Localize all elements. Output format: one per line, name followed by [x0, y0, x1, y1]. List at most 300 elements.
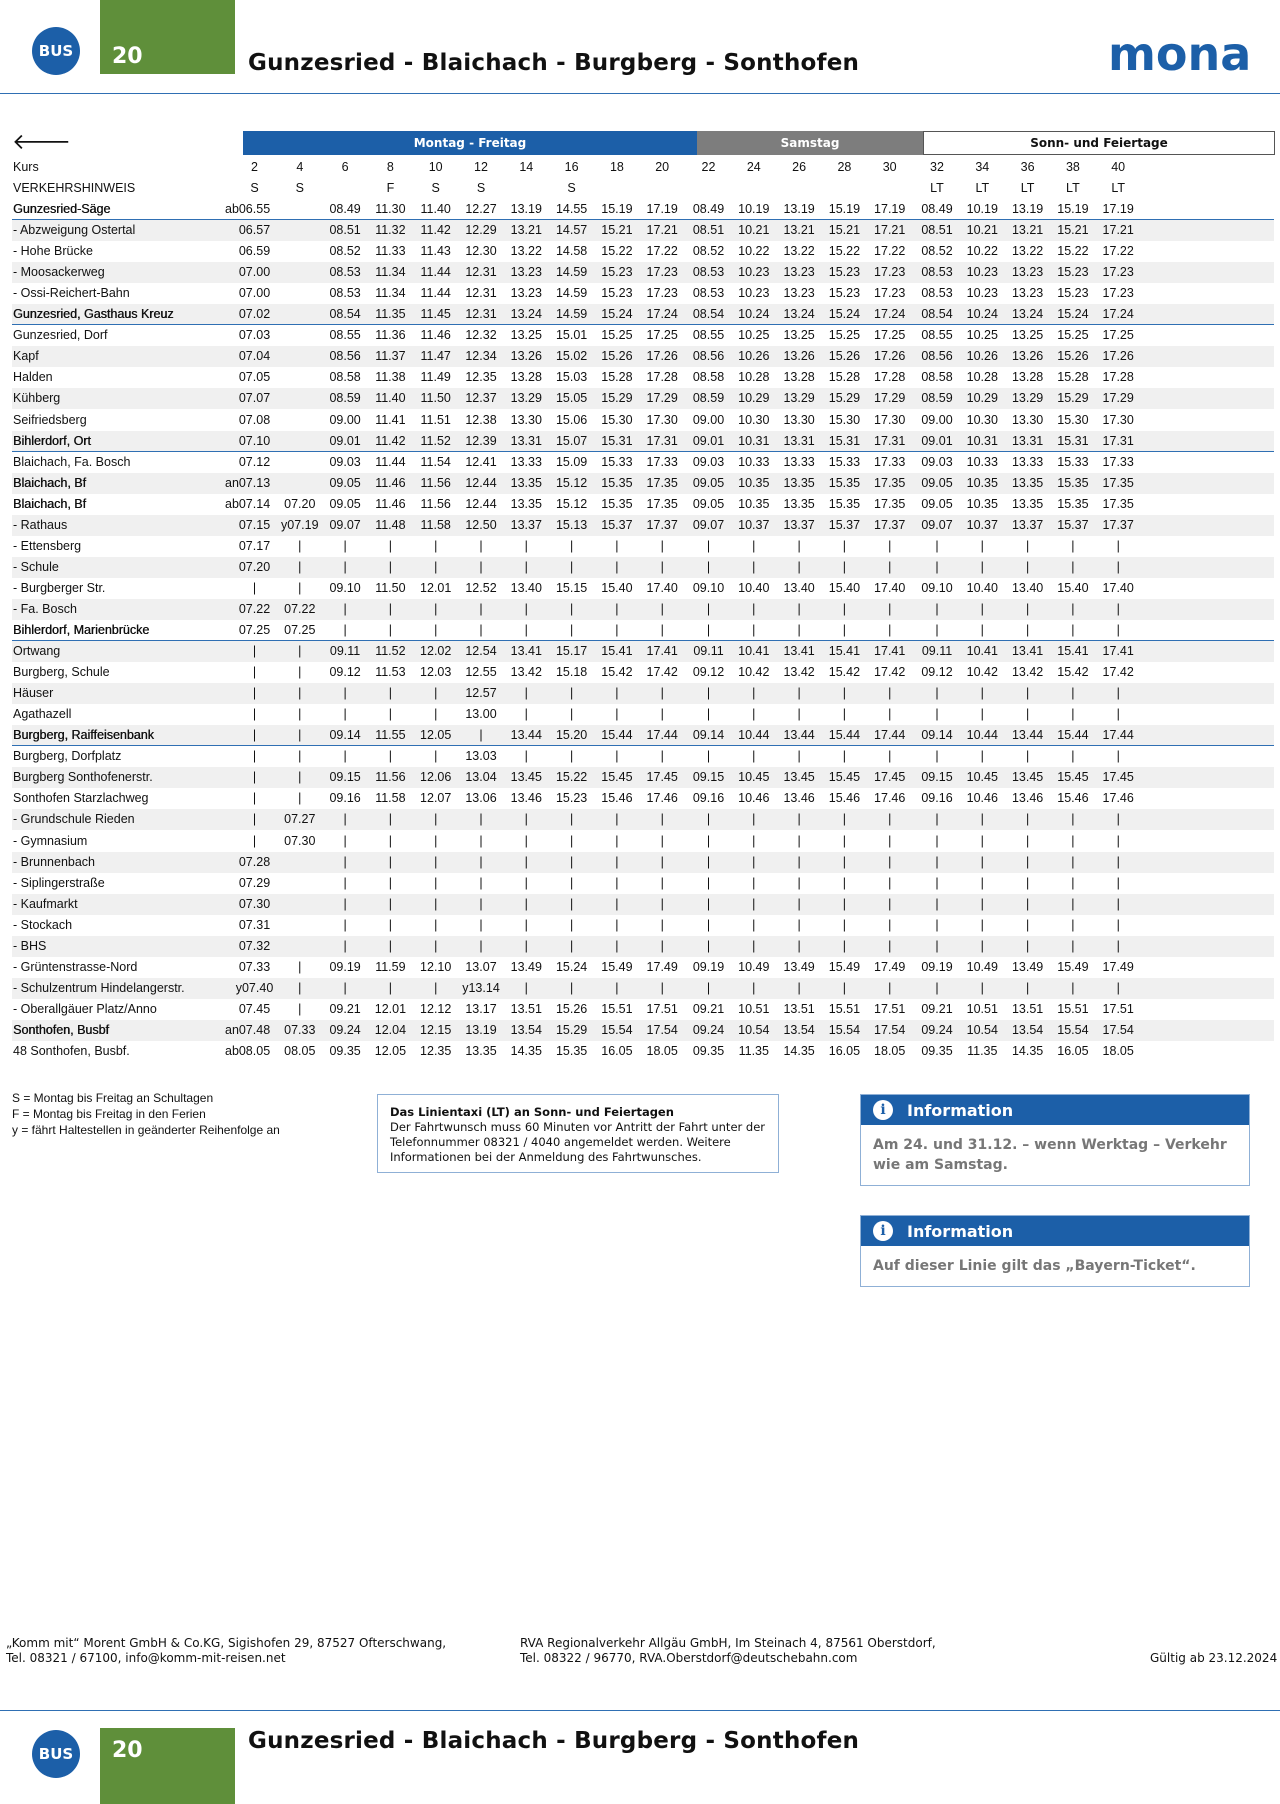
time-cell: 15.29: [1057, 391, 1089, 405]
time-cell: 09.24: [329, 1023, 361, 1037]
stop-name: - Grundschule Rieden: [13, 812, 135, 826]
table-row: [12, 873, 1274, 894]
time-cell: 15.35: [828, 497, 861, 511]
time-cell: |: [842, 981, 847, 995]
time-cell: |: [569, 834, 574, 848]
time-cell: |: [388, 707, 393, 721]
time-cell: 13.51: [783, 1002, 815, 1016]
time-cell: 14.57: [555, 223, 588, 237]
time-cell: 07.29: [238, 876, 271, 890]
time-cell: 12.34: [465, 349, 497, 363]
time-cell: 15.35: [601, 497, 633, 511]
time-cell: |: [980, 539, 984, 553]
time-cell: 13.54: [510, 1023, 542, 1037]
time-cell: |: [1116, 981, 1120, 995]
time-cell: 12.27: [465, 202, 497, 216]
time-cell: |: [434, 539, 438, 553]
time-cell: 13.42: [1011, 665, 1044, 679]
time-cell: 10.51: [738, 1002, 770, 1016]
time-cell: 15.42: [1057, 665, 1089, 679]
time-cell: |: [569, 749, 574, 763]
an-ab-label: an: [225, 1023, 239, 1037]
time-cell: 09.03: [692, 455, 725, 469]
time-cell: 09.03: [921, 455, 953, 469]
time-cell: |: [660, 560, 664, 574]
time-cell: |: [935, 686, 939, 700]
time-cell: |: [935, 834, 939, 848]
time-cell: 17.35: [1102, 476, 1134, 490]
time-cell: 15.30: [1057, 413, 1089, 427]
time-cell: |: [888, 623, 892, 637]
stop-name: Gunzesried, Dorf: [13, 328, 108, 342]
table-row: [12, 894, 1274, 915]
time-cell: |: [298, 644, 302, 658]
stop-name: - Kaufmarkt: [13, 897, 78, 911]
time-cell: 13.41: [783, 644, 815, 658]
time-cell: 10.42: [966, 665, 998, 679]
time-cell: |: [434, 939, 438, 953]
time-cell: 17.31: [1102, 434, 1134, 448]
time-cell: |: [1071, 812, 1075, 826]
time-cell: 11.41: [375, 413, 406, 427]
time-cell: 10.35: [966, 497, 998, 511]
time-cell: |: [343, 539, 347, 553]
time-cell: 10.37: [966, 518, 998, 532]
time-cell: 15.18: [555, 665, 588, 679]
time-cell: 13.40: [510, 581, 542, 595]
time-cell: 10.31: [738, 434, 770, 448]
table-row: [12, 431, 1274, 452]
time-cell: y13.14: [462, 981, 500, 995]
time-cell: 17.44: [1102, 728, 1134, 742]
time-cell: 12.12: [420, 1002, 452, 1016]
table-row: [12, 536, 1274, 557]
time-cell: 11.45: [420, 307, 451, 321]
time-cell: |: [706, 749, 711, 763]
time-cell: |: [842, 623, 847, 637]
time-cell: 09.05: [692, 476, 725, 490]
time-cell: 10.41: [966, 644, 998, 658]
time-cell: 07.48: [238, 1023, 271, 1037]
time-cell: |: [752, 876, 756, 890]
kurs-cell: 28: [837, 160, 852, 174]
time-cell: |: [479, 897, 483, 911]
kurs-cell: 30: [882, 160, 897, 174]
time-cell: |: [569, 539, 574, 553]
time-cell: 11.52: [375, 644, 406, 658]
time-cell: 09.12: [921, 665, 953, 679]
time-cell: 17.22: [874, 244, 906, 258]
time-cell: 12.35: [465, 370, 497, 384]
time-cell: 13.41: [510, 644, 542, 658]
time-cell: 13.35: [1011, 497, 1044, 511]
time-cell: 15.40: [1057, 581, 1089, 595]
time-cell: 13.29: [1011, 391, 1044, 405]
time-cell: |: [752, 707, 756, 721]
time-cell: |: [752, 539, 756, 553]
table-row: [12, 220, 1274, 241]
time-cell: 14.35: [510, 1044, 542, 1058]
time-cell: 13.17: [465, 1002, 497, 1016]
time-cell: |: [252, 707, 257, 721]
time-cell: 08.56: [692, 349, 725, 363]
time-cell: 17.46: [1102, 791, 1134, 805]
time-cell: |: [524, 560, 528, 574]
table-row: [12, 452, 1274, 473]
stop-name: - Grüntenstrasse-Nord: [13, 960, 138, 974]
time-cell: 09.01: [329, 434, 361, 448]
time-cell: |: [797, 812, 801, 826]
time-cell: |: [660, 686, 664, 700]
stop-name: - Hohe Brücke: [13, 244, 93, 258]
time-cell: |: [888, 834, 892, 848]
time-cell: |: [252, 749, 257, 763]
time-cell: |: [706, 539, 711, 553]
time-cell: |: [706, 560, 711, 574]
time-cell: |: [434, 834, 438, 848]
kurs-cell: 10: [428, 160, 443, 174]
stop-name: Gunzesried-Säge: [13, 202, 111, 216]
time-cell: 13.23: [1011, 286, 1044, 300]
header-rule: [0, 1710, 1280, 1711]
time-cell: |: [524, 602, 528, 616]
time-cell: 15.46: [828, 791, 861, 805]
time-cell: |: [797, 855, 801, 869]
time-cell: 14.58: [555, 244, 588, 258]
time-cell: |: [935, 539, 939, 553]
time-cell: |: [252, 812, 257, 826]
back-arrow-icon[interactable]: 🡐: [12, 130, 71, 155]
time-cell: y07.19: [281, 518, 319, 532]
time-cell: 15.41: [601, 644, 633, 658]
time-cell: 09.14: [329, 728, 361, 742]
time-cell: 17.46: [874, 791, 906, 805]
time-cell: |: [615, 602, 619, 616]
line-number: 20: [112, 44, 143, 69]
time-cell: 15.26: [601, 349, 633, 363]
time-cell: 11.47: [420, 349, 451, 363]
time-cell: |: [479, 623, 483, 637]
time-cell: 14.59: [555, 307, 588, 321]
time-cell: 11.36: [375, 328, 406, 342]
time-cell: 15.12: [555, 476, 588, 490]
table-row: [12, 557, 1274, 578]
time-cell: 13.26: [510, 349, 542, 363]
time-cell: 15.31: [828, 434, 861, 448]
time-cell: 09.10: [921, 581, 953, 595]
time-cell: 13.28: [510, 370, 542, 384]
table-row: [12, 767, 1274, 788]
time-cell: 11.56: [420, 476, 451, 490]
time-cell: |: [1116, 897, 1120, 911]
time-cell: y07.40: [235, 981, 274, 995]
kurs-cell: 14: [519, 160, 534, 174]
time-cell: |: [1116, 855, 1120, 869]
time-cell: 10.45: [966, 770, 998, 784]
time-cell: |: [980, 749, 984, 763]
time-cell: |: [343, 876, 347, 890]
time-cell: |: [434, 918, 438, 932]
time-cell: |: [615, 855, 619, 869]
time-cell: 08.56: [329, 349, 361, 363]
time-cell: 07.05: [238, 370, 271, 384]
stop-name: Häuser: [13, 686, 54, 700]
time-cell: |: [706, 623, 711, 637]
table-row: [12, 1020, 1274, 1041]
time-cell: |: [434, 749, 438, 763]
time-cell: |: [388, 539, 393, 553]
time-cell: |: [888, 539, 892, 553]
time-cell: 15.45: [601, 770, 633, 784]
stop-name: Agathazell: [13, 707, 72, 721]
time-cell: 11.48: [375, 518, 406, 532]
table-row: [12, 641, 1274, 662]
time-cell: 15.49: [828, 960, 861, 974]
time-cell: 17.22: [1102, 244, 1134, 258]
time-cell: |: [343, 623, 347, 637]
time-cell: 15.44: [1057, 728, 1089, 742]
time-cell: |: [797, 981, 801, 995]
time-cell: |: [388, 623, 393, 637]
time-cell: 08.58: [692, 370, 725, 384]
time-cell: |: [888, 749, 892, 763]
info-text: Am 24. und 31.12. – wenn Werktag – Verkehr wie am Samstag.: [873, 1137, 1227, 1173]
time-cell: 12.07: [420, 791, 452, 805]
time-cell: 15.24: [555, 960, 588, 974]
valid-from: Gültig ab 23.12.2024: [1150, 1651, 1278, 1665]
time-cell: 13.54: [783, 1023, 815, 1037]
time-cell: 17.45: [874, 770, 906, 784]
time-cell: 15.28: [828, 370, 861, 384]
time-cell: |: [1025, 897, 1030, 911]
time-cell: 15.22: [828, 244, 861, 258]
time-cell: 14.35: [783, 1044, 815, 1058]
stop-name: - Schule: [13, 560, 59, 574]
time-cell: 17.23: [874, 265, 906, 279]
time-cell: |: [252, 834, 257, 848]
time-cell: |: [752, 897, 756, 911]
time-cell: |: [842, 855, 847, 869]
time-cell: 15.35: [1057, 497, 1089, 511]
time-cell: 10.30: [738, 413, 770, 427]
time-cell: |: [888, 812, 892, 826]
time-cell: 17.19: [646, 202, 678, 216]
time-cell: 08.55: [692, 328, 725, 342]
time-cell: 15.49: [601, 960, 633, 974]
time-cell: 17.37: [874, 518, 906, 532]
time-cell: 15.19: [828, 202, 861, 216]
time-cell: |: [615, 981, 619, 995]
time-cell: |: [1116, 602, 1120, 616]
time-cell: |: [888, 939, 892, 953]
time-cell: |: [660, 707, 664, 721]
time-cell: |: [524, 834, 528, 848]
time-cell: 13.35: [465, 1044, 497, 1058]
time-cell: 16.05: [1057, 1044, 1089, 1058]
time-cell: 13.49: [510, 960, 542, 974]
time-cell: 15.45: [1057, 770, 1089, 784]
time-cell: 13.23: [510, 286, 542, 300]
time-cell: 08.53: [329, 265, 361, 279]
time-cell: |: [1071, 939, 1075, 953]
kurs-cell: 8: [386, 160, 394, 174]
kurs-cell: 24: [746, 160, 761, 174]
time-cell: 13.25: [1011, 328, 1044, 342]
time-cell: 07.25: [284, 623, 316, 637]
time-cell: 17.42: [646, 665, 678, 679]
time-cell: |: [1116, 539, 1120, 553]
time-cell: 08.58: [921, 370, 953, 384]
time-cell: 17.24: [874, 307, 906, 321]
time-cell: 07.32: [238, 939, 271, 953]
time-cell: 13.24: [510, 307, 542, 321]
stop-name: Seifriedsberg: [13, 413, 87, 427]
time-cell: |: [569, 686, 574, 700]
table-row: [12, 367, 1274, 388]
time-cell: 07.27: [284, 812, 316, 826]
time-cell: 10.25: [738, 328, 770, 342]
time-cell: |: [1071, 981, 1075, 995]
stop-name: - Brunnenbach: [13, 855, 96, 869]
time-cell: |: [298, 581, 302, 595]
time-cell: 08.54: [921, 307, 953, 321]
time-cell: 12.37: [465, 391, 497, 405]
legend-f: F = Montag bis Freitag in den Ferien: [12, 1107, 206, 1121]
time-cell: 15.35: [828, 476, 861, 490]
time-cell: |: [479, 602, 483, 616]
time-cell: 13.37: [510, 518, 542, 532]
time-cell: 11.40: [420, 202, 451, 216]
time-cell: 11.44: [420, 286, 451, 300]
time-cell: |: [388, 897, 393, 911]
time-cell: 10.40: [966, 581, 998, 595]
time-cell: 07.15: [238, 518, 271, 532]
time-cell: |: [752, 855, 756, 869]
time-cell: 15.41: [828, 644, 861, 658]
time-cell: 12.44: [465, 476, 497, 490]
time-cell: 09.10: [692, 581, 725, 595]
time-cell: 07.30: [284, 834, 316, 848]
time-cell: |: [935, 623, 939, 637]
table-row: [12, 620, 1274, 641]
time-cell: 07.33: [238, 960, 271, 974]
table-row: [12, 999, 1274, 1020]
time-cell: |: [524, 855, 528, 869]
time-cell: 17.26: [874, 349, 906, 363]
time-cell: 12.29: [465, 223, 497, 237]
time-cell: 08.54: [692, 307, 725, 321]
stop-name: Halden: [13, 370, 53, 384]
time-cell: 13.21: [783, 223, 815, 237]
time-cell: 13.22: [1011, 244, 1044, 258]
an-ab-label: ab: [225, 202, 239, 216]
time-cell: 15.25: [601, 328, 633, 342]
time-cell: |: [1071, 560, 1075, 574]
time-cell: 11.44: [375, 455, 406, 469]
time-cell: 17.21: [1102, 223, 1134, 237]
time-cell: 15.31: [1057, 434, 1089, 448]
time-cell: 10.28: [738, 370, 770, 384]
stop-name: Blaichach, Bf: [13, 497, 86, 511]
table-row: [12, 831, 1274, 852]
time-cell: |: [343, 981, 347, 995]
stop-name: Kapf: [13, 349, 39, 363]
time-cell: 15.12: [555, 497, 588, 511]
time-cell: |: [298, 707, 302, 721]
time-cell: |: [660, 812, 664, 826]
time-cell: 11.49: [420, 370, 451, 384]
time-cell: |: [797, 560, 801, 574]
kurs-cell: 20: [655, 160, 670, 174]
time-cell: |: [797, 602, 801, 616]
time-cell: 10.24: [738, 307, 770, 321]
time-cell: |: [434, 602, 438, 616]
time-cell: 17.45: [1102, 770, 1134, 784]
time-cell: |: [569, 855, 574, 869]
info-title: Information: [907, 1100, 1014, 1120]
time-cell: 13.35: [783, 497, 815, 511]
time-cell: 07.31: [238, 918, 271, 932]
time-cell: |: [752, 623, 756, 637]
info-box-ticket: [860, 1215, 1250, 1287]
table-row: [12, 346, 1274, 367]
time-cell: 10.23: [738, 286, 770, 300]
time-cell: |: [1025, 918, 1030, 932]
kurs-cell: 4: [296, 160, 304, 174]
time-cell: 08.52: [921, 244, 953, 258]
time-cell: 13.25: [783, 328, 815, 342]
time-cell: |: [706, 918, 711, 932]
time-cell: 13.51: [1011, 1002, 1044, 1016]
time-cell: |: [888, 876, 892, 890]
time-cell: 15.24: [1057, 307, 1089, 321]
kurs-row: [12, 157, 1274, 178]
time-cell: 12.01: [420, 581, 452, 595]
time-cell: 08.51: [692, 223, 725, 237]
kurs-cell: 32: [930, 160, 944, 174]
time-cell: 07.04: [238, 349, 271, 363]
page-header-bottom: [0, 1710, 1280, 1804]
time-cell: 15.46: [1057, 791, 1089, 805]
time-cell: 11.58: [375, 791, 406, 805]
kurs-cell: 22: [701, 160, 716, 174]
time-cell: 17.31: [874, 434, 906, 448]
time-cell: 07.45: [238, 1002, 271, 1016]
time-cell: 09.21: [692, 1002, 725, 1016]
time-cell: 17.42: [874, 665, 906, 679]
time-cell: 12.44: [465, 497, 497, 511]
time-cell: |: [479, 560, 483, 574]
time-cell: 17.54: [874, 1023, 906, 1037]
time-cell: 12.05: [374, 1044, 407, 1058]
time-cell: 07.07: [238, 391, 271, 405]
time-cell: |: [569, 812, 574, 826]
time-cell: |: [842, 560, 847, 574]
time-cell: 13.28: [783, 370, 815, 384]
time-cell: |: [343, 707, 347, 721]
time-cell: 15.37: [601, 518, 633, 532]
time-cell: 15.25: [828, 328, 861, 342]
time-cell: 13.35: [510, 497, 542, 511]
time-cell: |: [935, 812, 939, 826]
time-cell: 17.25: [646, 328, 678, 342]
time-cell: |: [1071, 623, 1075, 637]
time-cell: 15.33: [828, 455, 861, 469]
time-cell: 08.59: [921, 391, 953, 405]
time-cell: 11.44: [420, 265, 451, 279]
time-cell: 10.29: [966, 391, 998, 405]
time-cell: 10.30: [966, 413, 998, 427]
